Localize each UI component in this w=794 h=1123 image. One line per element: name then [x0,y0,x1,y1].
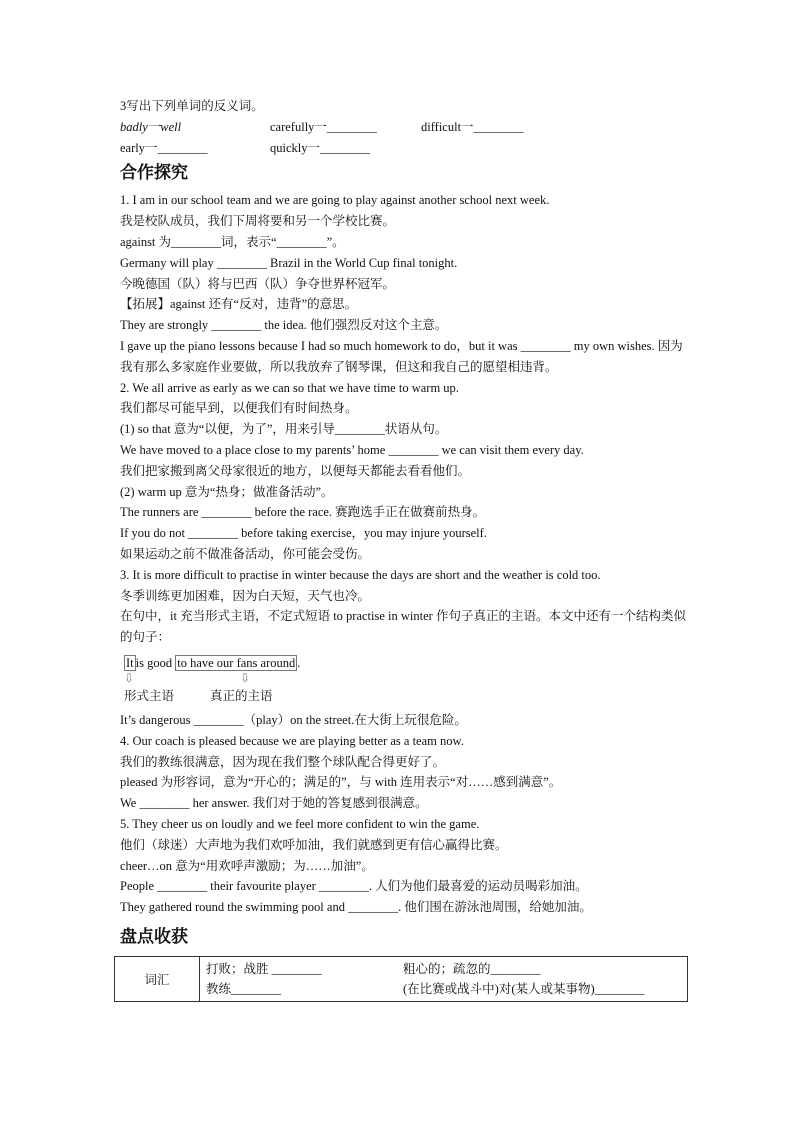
text-line: 我们的教练很满意，因为现在我们整个球队配合得更好了。 [120,754,446,769]
demo-period: . [297,655,301,670]
vocab-items-cell [200,956,688,1001]
text-line: against 为________词，表示“________”。 [120,234,345,249]
formal-subject-label: 形式主语 [124,688,175,703]
demo-sentence [124,654,300,672]
vocab-against: (在比赛或战斗中)对(某人或某事物)________ [403,981,645,996]
text-line: We ________ her answer. 我们对于她的答复感到很满意。 [120,796,428,811]
text-line: 4. Our coach is pleased because we are playing better as a team now. [120,733,464,748]
real-subject-box: to have our fans around [177,655,296,670]
section-heading-summary: 盘点收获 [120,926,188,947]
vocab-defeat: 打败；战胜 ________ [206,961,322,976]
text-line: 如果运动之前不做准备活动，你可能会受伤。 [120,546,371,561]
text-line: (2) warm up 意为“热身；做准备活动”。 [120,484,334,499]
text-line: It’s dangerous ________（play）on the street.在大街上玩很危险。 [120,712,467,727]
text-line: 冬季训练更加困难，因为白天短，天气也冷。 [120,588,371,603]
antonym-quickly: quickly一________ [270,140,370,155]
demo-verb: is good [135,655,173,670]
text-line: 2. We all arrive as early as we can so that we have time to warm up. [120,380,459,395]
text-line: pleased 为形容词，意为“开心的；满足的”，与 with 连用表示“对……感到满意”。 [120,775,562,790]
arrow-down-icon: ⇩ [124,670,135,685]
text-line: 【拓展】against 还有“反对，违背”的意思。 [120,297,358,312]
antonym-carefully: carefully一________ [270,119,377,134]
vocab-row [206,959,681,979]
text-line: 3. It is more difficult to practise in winter because the days are short and the weather is cold too. [120,567,601,582]
text-line: cheer…on 意为“用欢呼声激励；为……加油”。 [120,858,374,873]
text-line: 我们把家搬到离父母家很近的地方，以便每天都能去看看他们。 [120,463,471,478]
section3-title: 3写出下列单词的反义词。 [120,99,264,113]
real-subject-label: 真正的主语 [210,688,273,703]
text-line: We have moved to a place close to my parents’ home ________ we can visit them every day. [120,442,584,457]
formal-subject-box: It [126,655,134,670]
antonym-row-2 [120,138,690,159]
text-line: 他们（球迷）大声地为我们欢呼加油，我们就感到更有信心赢得比赛。 [120,837,508,852]
text-line: The runners are ________ before the race. 赛跑选手正在做赛前热身。 [120,505,486,520]
text-line: Germany will play ________ Brazil in the World Cup final tonight. [120,255,458,270]
text-line: (1) so that 意为“以便，为了”，用来引导________状语从句。 [120,422,448,437]
text-line: They are strongly ________ the idea. 他们强烈反对这个主意。 [120,318,448,333]
vocab-category-cell: 词汇 [115,956,200,1001]
antonym-row-1 [120,117,690,138]
vocab-careless: 粗心的；疏忽的________ [403,961,541,976]
antonym-difficult: difficult一________ [421,119,524,134]
text-line: 今晚德国（队）将与巴西（队）争夺世界杯冠军。 [120,276,396,291]
text-line: If you do not ________ before taking exercise，you may injure yourself. [120,526,487,541]
text-paragraph: 在句中，it 充当形式主语，不定式短语 to practise in winter 作句子真正的主语。本文中还有一个结构类似的句子： [120,609,686,645]
vocabulary-summary-table [114,956,688,1002]
text-line: 我是校队成员，我们下周将要和另一个学校比赛。 [120,214,396,229]
text-paragraph: I gave up the piano lessons because I had so much homework to do，but it was ________ my own wishes. 因为我有那么多家庭作业要做，所以我放弃了钢琴课，但这和我自己的愿望相违背。 [120,338,683,374]
grammar-structure-diagram [120,654,690,710]
text-line: 5. They cheer us on loudly and we feel more confident to win the game. [120,816,480,831]
text-line: 我们都尽可能早到，以便我们有时间热身。 [120,401,358,416]
antonym-example: badly一well [120,119,182,134]
vocab-coach: 教练________ [206,981,282,996]
antonym-early: early一________ [120,140,208,155]
arrow-down-icon: ⇩ [240,670,251,685]
section-heading-coop: 合作探究 [120,163,188,184]
text-line: People ________ their favourite player ________. 人们为他们最喜爱的运动员喝彩加油。 [120,879,588,894]
text-line: They gathered round the swimming pool and ________. 他们围在游泳池周围，给她加油。 [120,900,592,915]
text-line: 1. I am in our school team and we are going to play against another school next week. [120,193,550,208]
vocab-row [206,979,681,999]
worksheet-page [120,96,690,1002]
